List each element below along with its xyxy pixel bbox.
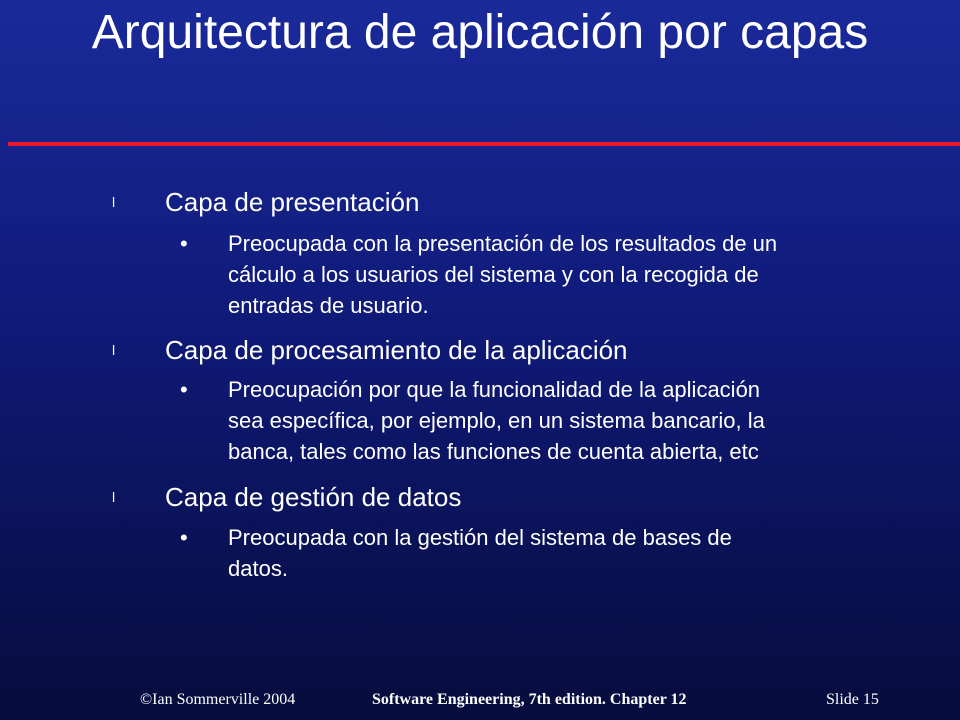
- point-bullet: l: [112, 342, 116, 358]
- subpoint-line: Preocupada con la presentación de los resultados de un: [228, 231, 778, 256]
- subpoint-bullet: •: [180, 231, 188, 256]
- subpoint-line: Preocupación por que la funcionalidad de la aplicación: [228, 377, 761, 402]
- subpoint-line: entradas de usuario.: [228, 293, 429, 318]
- subpoint-line: sea específica, por ejemplo, en un sistema bancario, la: [228, 408, 765, 433]
- subpoint-line: Preocupada con la gestión del sistema de bases de: [228, 525, 732, 550]
- point-heading-processing: Capa de procesamiento de la aplicación: [165, 335, 628, 365]
- subpoint-bullet: •: [180, 525, 188, 550]
- subpoint-line: datos.: [228, 556, 288, 581]
- point-bullet: l: [112, 489, 116, 505]
- subpoint-line: cálculo a los usuarios del sistema y con la recogida de: [228, 262, 759, 287]
- footer-book-title: Software Engineering, 7th edition. Chapter 12: [372, 691, 687, 708]
- subpoint-line: banca, tales como las funciones de cuenta abierta, etc: [228, 439, 759, 464]
- point-heading-data: Capa de gestión de datos: [165, 482, 462, 512]
- title-divider: [8, 142, 960, 146]
- footer-slide-number: Slide 15: [826, 691, 879, 708]
- footer-copyright: ©Ian Sommerville 2004: [140, 691, 296, 708]
- point-heading-presentation: Capa de presentación: [165, 187, 420, 217]
- subpoint-bullet: •: [180, 377, 188, 402]
- slide-title: Arquitectura de aplicación por capas: [91, 6, 869, 59]
- point-bullet: l: [112, 194, 116, 210]
